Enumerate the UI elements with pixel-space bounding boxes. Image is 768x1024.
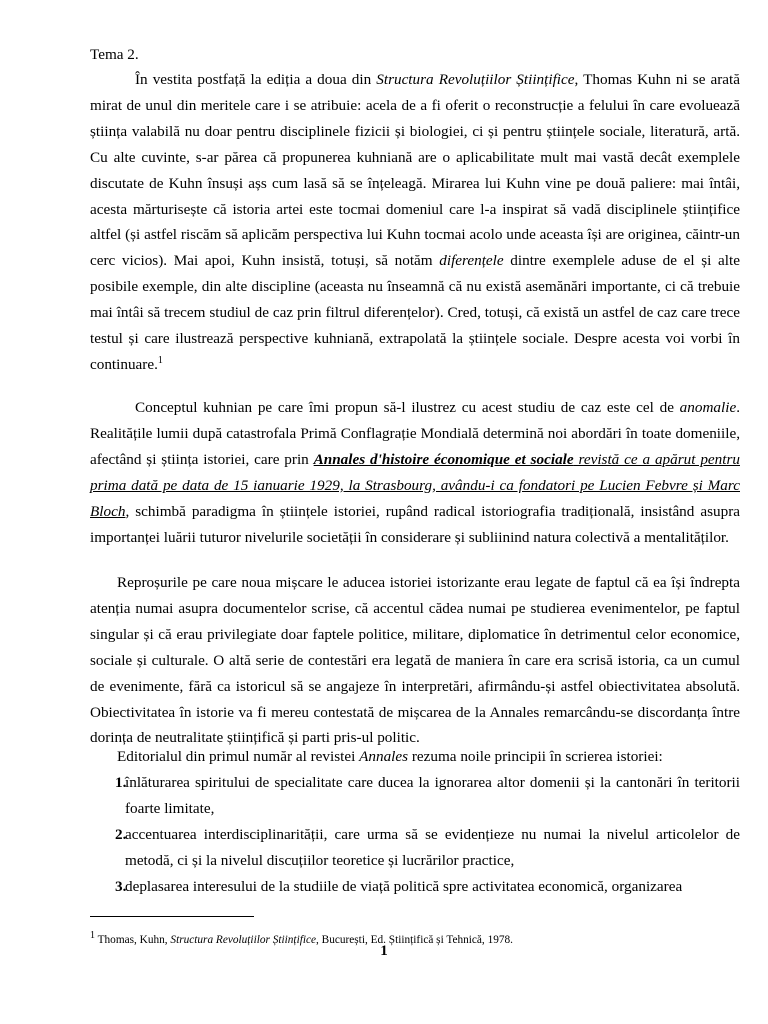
text-run: dintre exemplele aduse de el și alte posibile exemple, din alte discipline (aceasta nu înseamnă că nu există asemănări importante, ci că trebuie mai întâi să trecem studiul de caz prin filtrul diferențelor). Cred, totuși, că există un astfel de caz care trece testul și care ilustrează perspective kuhniană, extrapolată la științele sociale. Despre acesta voi vorbi în continuare. xyxy=(90,252,740,373)
paragraph-1 xyxy=(90,67,740,378)
footnote-reference[interactable]: 1 xyxy=(157,354,163,366)
list-item xyxy=(90,770,740,822)
text-run: Editorialul din primul număr al revistei xyxy=(117,748,360,765)
list-text: accentuarea interdisciplinarității, care urma să se evidențieze nu numai la nivelul articolelor de metodă, ci și la nivelul discuțiilor teoretice și lucrărilor practice, xyxy=(125,825,740,869)
text-run: . Realitățile lumii după catastrofala Primă Conflagrație Mondială determină noi abordări în toate domeniile, afectând și știința istoriei, care prin xyxy=(90,399,740,468)
list-number: 2. xyxy=(115,825,127,843)
text-run: , schimbă paradigma în științele istoriei, rupând radical istoriografia tradițională, insistând asupra importanței luării tuturor nivelurile societății în considerare și subliinind natura colectivă a mentalităților. xyxy=(90,502,740,546)
book-title: Structura Revoluțiilor Științifice xyxy=(376,71,575,88)
text-run: În vestita postfață la ediția a doua din xyxy=(135,71,377,88)
section-heading: Tema 2. xyxy=(90,46,139,63)
emphasis-term: diferențele xyxy=(439,252,504,270)
footnote-separator xyxy=(90,916,254,917)
text-run: Conceptul kuhnian pe care îmi propun să-l ilustrez cu acest studiu de caz este cel de xyxy=(135,399,680,416)
list-text: deplasarea interesului de la studiile de viață politică spre activitatea economică, organizarea xyxy=(125,877,683,895)
list-item xyxy=(90,822,740,874)
journal-link[interactable]: Annales d'histoire économique et sociale xyxy=(313,450,574,468)
text-run: , Thomas Kuhn ni se arată mirat de unul din meritele care i se atribuie: acela de a fi oferit o reconstrucție a felului în care evoluează știința valabilă nu doar pentru disciplinele fizicii și biologiei, ci și pentru științele sociale, literatură, artă. Cu alte cuvinte, s-ar părea că propunerea kuhniană are o aplicabilitate mult mai vastă decât exemplele discutate de Kuhn însuși așs cum lasă să se înțeleagă. Mirarea lui Kuhn vine pe două paliere: mai întâi, acesta mărturisește că istoria artei este tocmai domeniul care l-a inspirat să vadă disciplinele științifice altfel (și astfel riscăm să aplicăm perspectiva lui Kuhn tocmai acolo unde aceasta își are originea, căintr-un cerc vicios). Mai apoi, Kuhn insistă, totuși, să notăm xyxy=(90,71,740,270)
book-title: Structura Revoluțiilor Științifice xyxy=(170,934,317,947)
paragraph-2 xyxy=(90,395,740,550)
footnote-number: 1 xyxy=(90,930,95,942)
text-run: , București, Ed. Științifică și Tehnică, 1978. xyxy=(316,934,513,947)
page-number: 1 xyxy=(380,943,388,959)
paragraph-4 xyxy=(90,744,740,770)
list-number: 1. xyxy=(115,774,127,791)
text-run: rezuma noile principii în scrierea istoriei: xyxy=(408,748,663,765)
paragraph-3: Reproșurile pe care noua mișcare le aducea istoriei istorizante erau legate de faptul că ea își îndrepta atenția numai asupra documentelor scrise, că accentul cădea numai pe studierea evenimentelor, pe faptul singular și că erau privilegiate doar faptele politice, militare, diplomatice în detrimentul celor economice, sociale și culturale. O altă serie de contestări era legată de maniera în care era scrisă istoria, ca un cumul de evenimente, fără ca istoricul să se angajeze în interpretări, afirmându-și astfel obiectivitatea absolută. Obiectivitatea în istorie va fi mereu contestată de mișcarea de la Annales remarcându-se discordanța între dorința de neutralitate științifică și parti pris-ul politic. xyxy=(90,574,740,747)
list-item xyxy=(90,874,740,900)
principles-list xyxy=(90,770,740,900)
list-number: 3. xyxy=(115,877,127,895)
emphasis-term: anomalie xyxy=(679,399,737,416)
journal-name: Annales xyxy=(359,748,409,765)
journal-description-link[interactable]: revistă ce a apărut pentru prima dată pe data de 15 ianuarie 1929, la Strasbourg, avându-i ca fondatori pe Lucien Febvre și Marc Bloch xyxy=(90,450,740,520)
list-text: înlăturarea spiritului de specialitate care ducea la ignorarea altor domenii și la cantonări în teritorii foarte limitate, xyxy=(125,774,740,817)
text-run: Thomas, Kuhn, xyxy=(95,934,171,947)
